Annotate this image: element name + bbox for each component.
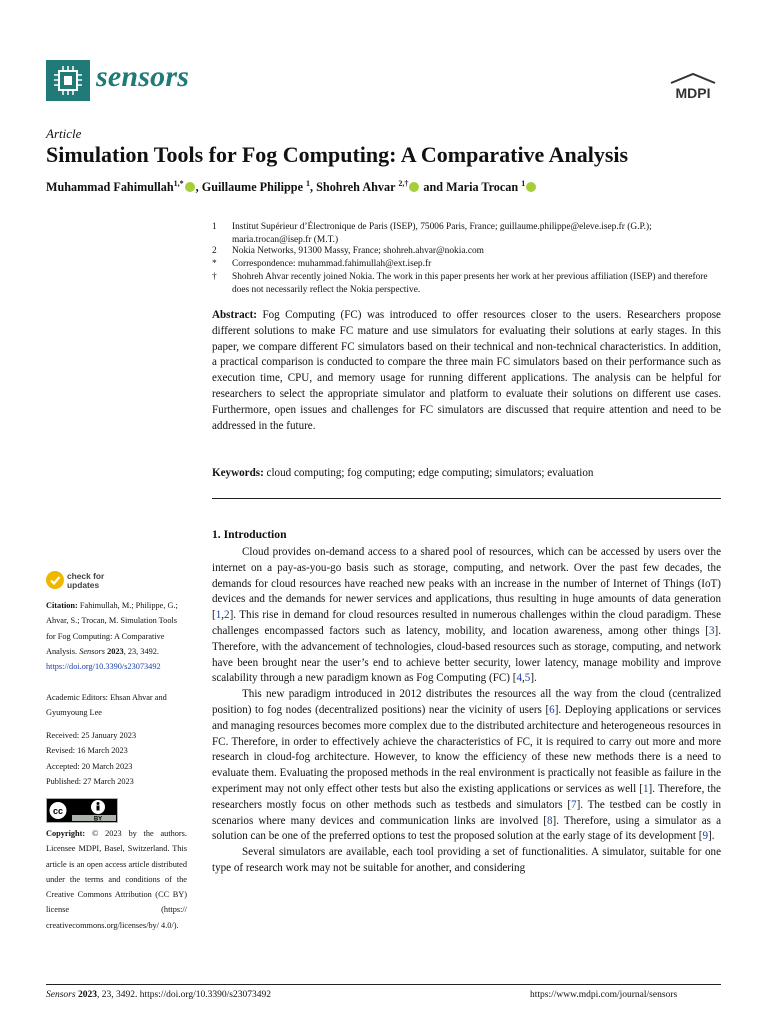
author-sep: , (195, 180, 202, 195)
keywords-text: cloud computing; fog computing; edge computing; simulators; evaluation (266, 467, 594, 479)
paragraph: Cloud provides on-demand access to a shared pool of resources, which can be accessed by users over the internet on a pay-as-you-go basis such as storage, computing, and network. Over the past few decades, the demands for cloud resources have reached new peaks with an increase in the number of Internet of Things (IoT) devices and the demands for newer services and applications, thus resulting in huge amounts of data generation [1,2]. This rise in demand for cloud resources resulted in numerous challenges within the cloud paradigm. These challenges encompassed factors such as latency, mobility, and location awareness, among other things [3]. Therefore, with the advancement of technologies, cloud-based resources such as storage, computing, and network have been brought near the user’s end to achieve better security, lower latency, manage mobility and improve scalability through a new paradigm known as Fog Computing (FC) [4,5]. (212, 546, 721, 685)
citation-journal: Sensors (79, 646, 106, 656)
affiliation (212, 245, 726, 258)
intro-body (212, 545, 721, 877)
orcid-icon[interactable] (526, 182, 536, 192)
divider (212, 498, 721, 499)
reference-link[interactable]: 4 (516, 672, 522, 685)
abstract-label: Abstract: (212, 309, 257, 321)
affiliation-mark: 2 (212, 246, 217, 256)
cc-by-license-icon[interactable] (46, 798, 118, 823)
article-title: Simulation Tools for Fog Computing: A Comparative Analysis (46, 142, 629, 167)
publication-dates (46, 728, 187, 789)
author-name[interactable]: Shohreh Ahvar (316, 180, 396, 195)
publisher-name: MDPI (675, 85, 711, 101)
author-sup: 1 (521, 179, 526, 188)
cc-by-label: BY (93, 816, 103, 823)
revised-date: Revised: 16 March 2023 (46, 746, 128, 756)
author-sep: and (420, 180, 447, 195)
section-heading: 1. Introduction (212, 528, 287, 541)
footer-journal: Sensors (46, 990, 76, 1000)
author-name[interactable]: Maria Trocan (446, 180, 519, 195)
author-note-text: Shohreh Ahvar recently joined Nokia. The work in this paper presents her work at her previous affiliation (ISEP) and therefore does not necessarily reflect the Nokia perspective. (232, 272, 708, 295)
copyright: Copyright: © 2023 by the authors. Licensee MDPI, Basel, Switzerland. This article is an open access article distributed under the terms and conditions of the Creative Commons Attribution (CC BY) license (https:// creativecommons.org/licenses/by/ 4.0/). (46, 829, 187, 930)
reference-link[interactable]: 6 (549, 703, 555, 716)
published-date: Published: 27 March 2023 (46, 776, 134, 786)
accepted-date: Accepted: 20 March 2023 (46, 761, 133, 771)
author-note (212, 271, 726, 296)
footer-journal-url[interactable]: https://www.mdpi.com/journal/sensors (530, 990, 678, 1000)
check-for-updates-icon (46, 571, 64, 589)
orcid-icon[interactable] (409, 182, 419, 192)
publisher-logo[interactable] (667, 72, 719, 102)
affiliation-mark: † (212, 272, 217, 282)
author-name[interactable]: Muhammad Fahimullah (46, 180, 174, 195)
keywords (212, 466, 721, 482)
paragraph: This new paradigm introduced in 2012 distributes the resources all the way from the cloud (centralized position) to fog nodes (decentralized positions) near the vicinity of users [6]. Deploying applications or services and managing resources becomes more complex due to the distributed architecture and heterogeneous resources in FC. Therefore, in order to effectively achieve the characteristics of FC, it is required to carry out more and more research in cloud-fog architecture. However, to know the efficiency of these new methods there is a need to evaluate them. Evaluating the proposed methods in the real environment is practically not feasible as failure in the experiment may not only effect other tests but also the existing applications or services as well [1]. Therefore, the researchers mostly focus on other methods such as testbeds and simulators [7]. The testbed can be costly in scenarios where many devices and communication links are involved [8]. Therefore, using a simulator as a solution can be one of the preferred options to test the proposed solution at the early stage of its development [9]. (212, 688, 721, 843)
affiliation-mark: 1 (212, 222, 217, 232)
author-list (46, 179, 537, 195)
footer-divider (46, 984, 721, 985)
academic-editors: Academic Editors: Ehsan Ahvar and Gyumyoung Lee (46, 693, 167, 718)
reference-link[interactable]: 3 (708, 624, 715, 637)
reference-link[interactable]: 7 (571, 798, 577, 811)
journal-logo-icon (46, 60, 90, 101)
author-sep: , (310, 180, 317, 195)
affiliation-mark: * (212, 259, 217, 269)
citation-doi-link[interactable]: https://doi.org/10.3390/s23073492 (46, 662, 161, 672)
author-sup: 1,* (173, 179, 184, 188)
correspondence-text: Correspondence: muhammad.fahimullah@ext.isep.fr (232, 259, 432, 269)
affiliation-text: Institut Supérieur d’Électronique de Paris (ISEP), 75006 Paris, France; guillaume.philippe@eleve.isep.fr (G.P.); maria.trocan@isep.fr (M.T.) (232, 222, 652, 245)
received-date: Received: 25 January 2023 (46, 731, 137, 740)
reference-link[interactable]: 1 (215, 609, 222, 622)
abstract (212, 308, 721, 434)
citation: Citation: Fahimullah, M.; Philippe, G.; Ahvar, S.; Trocan, M. Simulation Tools for Fog Computing: A Comparative Analysis. Sensors 2023, 23, 3492. https://doi.org/10.3390/s23073492 (46, 601, 178, 672)
author-sup: 1 (306, 179, 311, 188)
journal-name[interactable]: sensors (96, 60, 190, 93)
reference-link[interactable]: 2 (224, 609, 230, 622)
affiliation (212, 221, 726, 246)
reference-link[interactable]: 5 (524, 672, 531, 685)
copyright-label: Copyright: (46, 829, 86, 838)
svg-text:cc: cc (52, 806, 64, 816)
abstract-text: Fog Computing (FC) was introduced to offer resources closer to the users. Researchers propose different solutions to make FC mature and use simulators for evaluating their solutions at early stages. In this paper, we compare different FC simulators based on their technical and non-technical characteristics. In addition, a practical comparison is conducted to compare the three main FC simulators based on their performance such as execution time, CPU, and memory usage for running different applications. The analysis can be helpful for researchers to select the appropriate simulator and platform to evaluate their solutions on different use cases. Furthermore, open issues and challenges for FC simulators are discussed that require attention and need to be addressed in the future. (212, 309, 721, 432)
author-name[interactable]: Guillaume Philippe (201, 180, 303, 195)
reference-link[interactable]: 8 (546, 814, 553, 827)
article-type: Article (46, 126, 82, 141)
citation-label: Citation: (46, 601, 78, 610)
reference-link[interactable]: 1 (642, 782, 649, 795)
paragraph: Several simulators are available, each tool providing a set of functionalities. A simulator, suitable for one type of research work may not be suitable for another, and considering (212, 846, 721, 874)
footer-year: 2023 (77, 990, 97, 1000)
check-for-updates-label: check for updates (67, 571, 105, 590)
keywords-label: Keywords: (212, 467, 264, 479)
correspondence (212, 258, 726, 271)
affiliation-text: Nokia Networks, 91300 Massy, France; shohreh.ahvar@nokia.com (232, 246, 484, 256)
footer-citation: Sensors 2023, 23, 3492. https://doi.org/10.3390/s23073492 (46, 990, 271, 1000)
author-sup: 2,† (398, 179, 409, 188)
reference-link[interactable]: 9 (702, 830, 709, 843)
orcid-icon[interactable] (185, 182, 195, 192)
